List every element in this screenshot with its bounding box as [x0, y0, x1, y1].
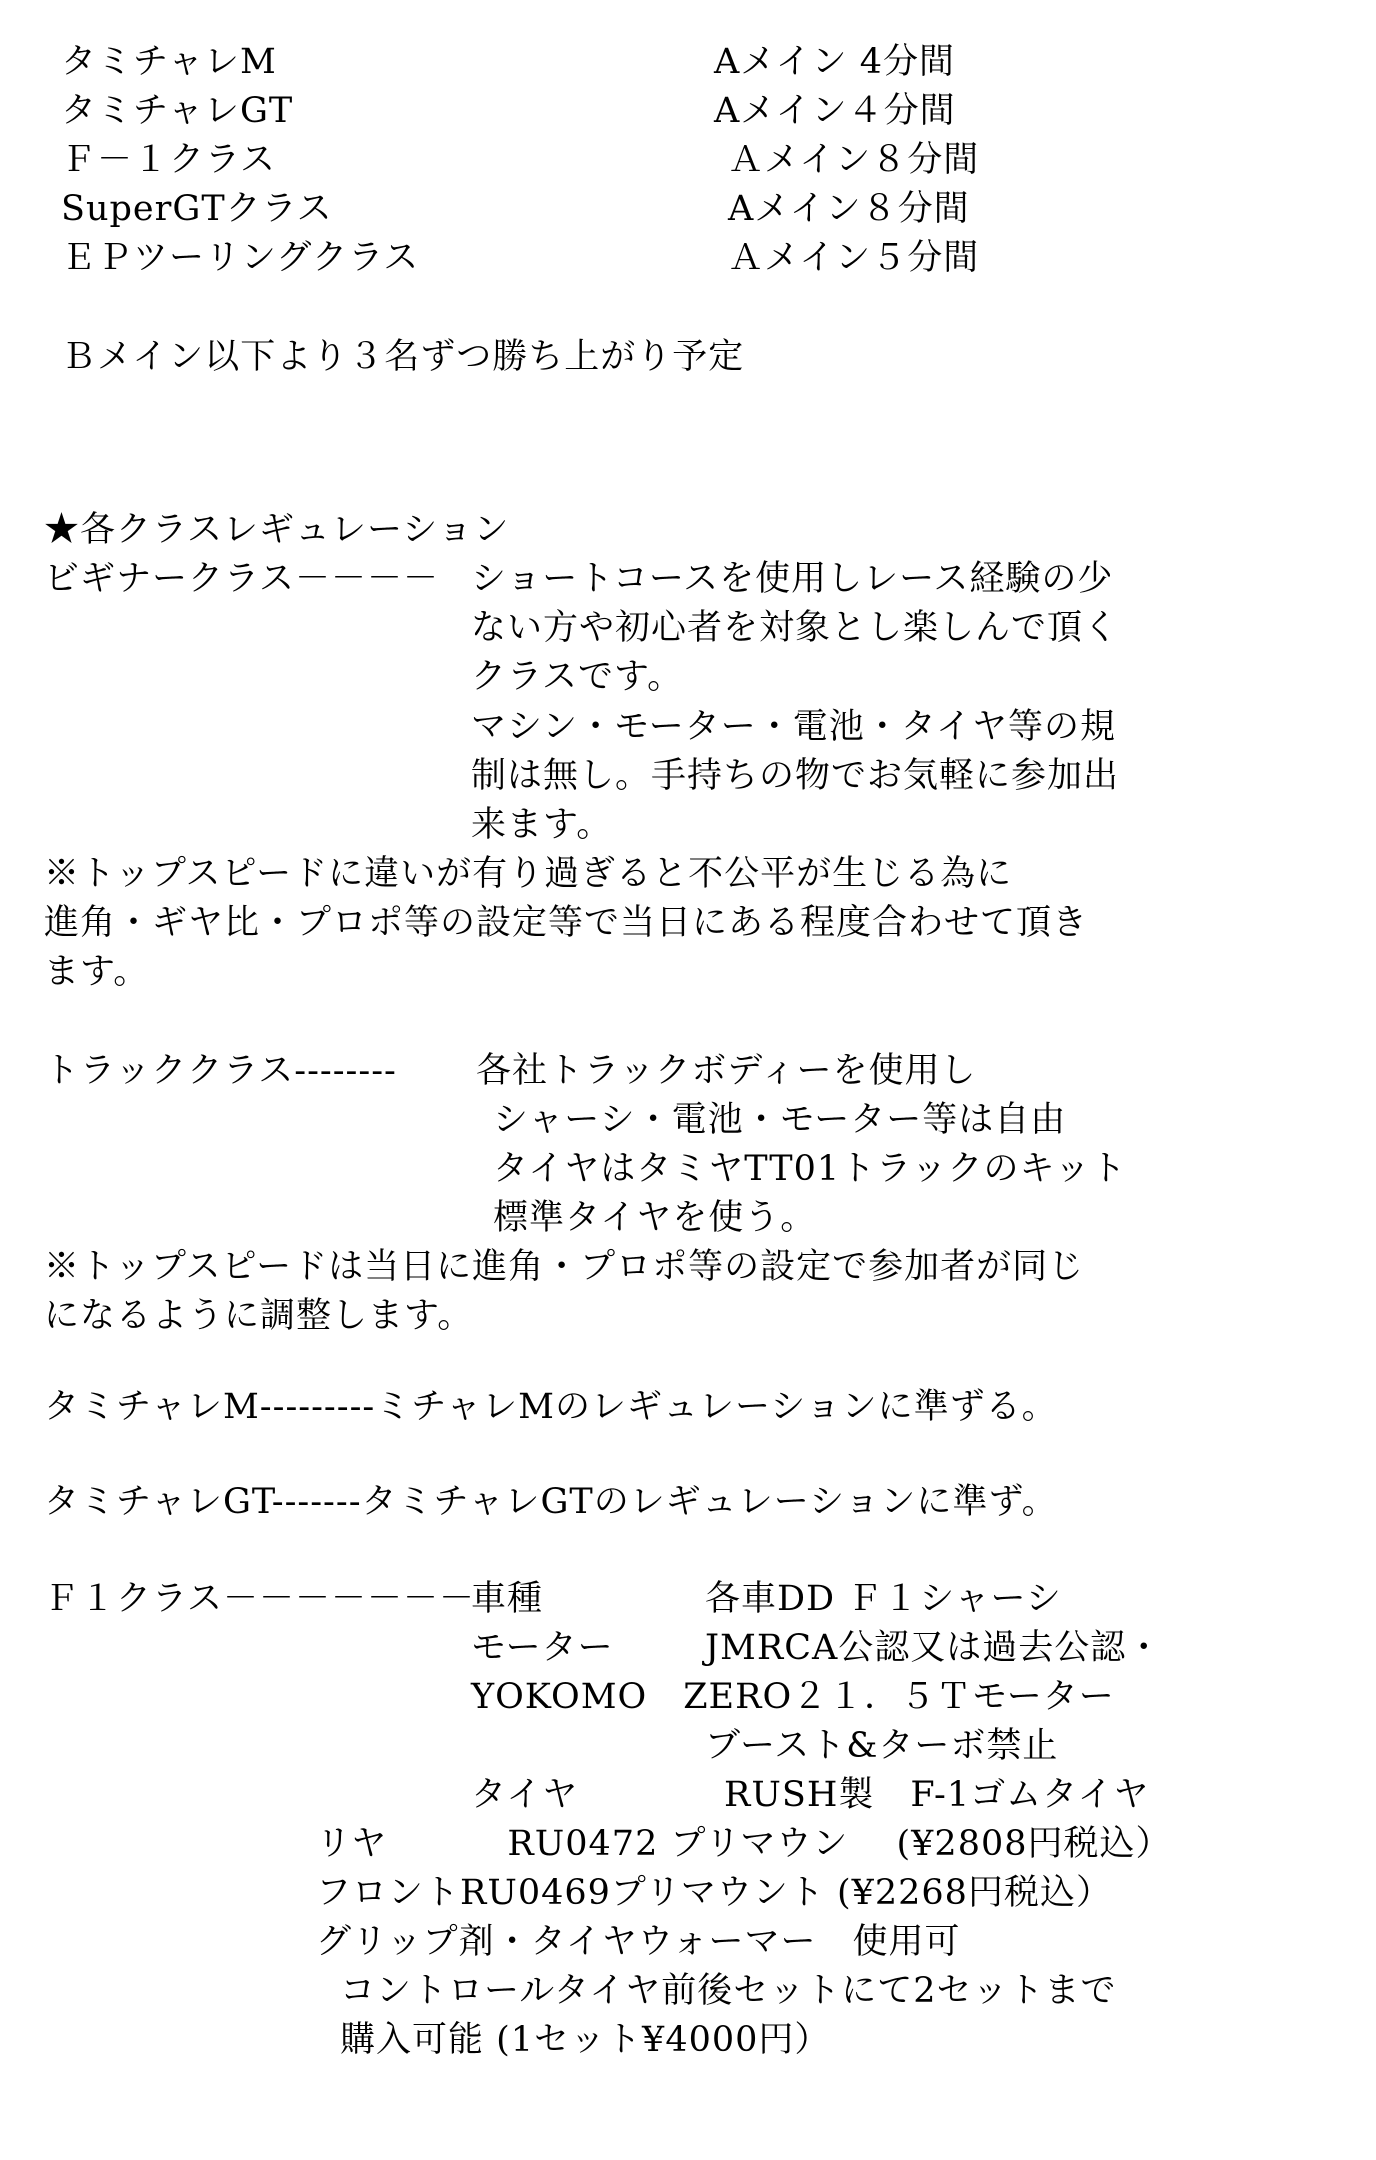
- schedule-class: ＥＰツーリングクラス: [61, 238, 420, 278]
- f1-grip-note: グリップ剤・タイヤウォーマー 使用可: [316, 1922, 961, 1962]
- truck-desc-line: シャーシ・電池・モーター等は自由: [493, 1100, 1067, 1140]
- f1-motor-key: モーター: [471, 1628, 614, 1668]
- beginner-desc-line: クラスです。: [471, 657, 684, 697]
- schedule-class: タミチャレGT: [61, 91, 294, 131]
- f1-control-tire-line: コントロールタイヤ前後セットにて2セットまで: [340, 1971, 1117, 2011]
- f1-chassis-value: 各車DD Ｆ１シャーシ: [705, 1579, 1062, 1619]
- f1-tire-value: RUSH製 F-1ゴムタイヤ: [724, 1775, 1150, 1815]
- f1-rear-tire: リヤ RU0472 プリマウン (¥2808円税込）: [316, 1824, 1172, 1864]
- truck-note-line: になるように調整します。: [44, 1296, 474, 1336]
- beginner-note-line: ※トップスピードに違いが有り過ぎると不公平が生じる為に: [44, 854, 1013, 894]
- f1-control-tire-line: 購入可能 (1セット¥4000円）: [340, 2020, 831, 2060]
- beginner-desc-line: 制は無し。手持ちの物でお気軽に参加出: [471, 756, 1120, 796]
- beginner-desc-line: ショートコースを使用しレース経験の少: [471, 559, 1114, 599]
- schedule-time: Aメイン 4分間: [714, 42, 955, 82]
- beginner-desc-line: マシン・モーター・電池・タイヤ等の規: [471, 707, 1117, 747]
- tamichare-m-regulation: タミチャレM---------ミチャレMのレギュレーションに準ずる。: [44, 1387, 1058, 1427]
- f1-motor-line: YOKOMO ZERO２１．５Ｔモーター: [471, 1677, 1115, 1717]
- schedule-time: Ａメイン５分間: [728, 238, 980, 278]
- truck-note-line: ※トップスピードは当日に進角・プロポ等の設定で参加者が同じ: [44, 1247, 1085, 1287]
- f1-tire-key: タイヤ: [471, 1775, 579, 1815]
- schedule-class: SuperGTクラス: [61, 189, 333, 229]
- schedule-time: Aメイン８分間: [728, 189, 970, 229]
- schedule-class: タミチャレM: [61, 42, 277, 82]
- truck-desc-line: 各社トラックボディーを使用し: [476, 1051, 977, 1091]
- beginner-desc-line: ない方や初心者を対象とし楽しんで頂く: [471, 608, 1120, 648]
- f1-class-label: Ｆ１クラス－－－－－－－: [44, 1579, 475, 1619]
- schedule-time: Ａメイン８分間: [728, 140, 980, 180]
- f1-front-tire: フロントRU0469プリマウント (¥2268円税込）: [316, 1873, 1112, 1913]
- f1-motor-value: JMRCA公認又は過去公認・: [705, 1628, 1163, 1668]
- regulations-heading: ★各クラスレギュレーション: [44, 510, 510, 550]
- beginner-note-line: ます。: [44, 952, 150, 992]
- truck-desc-line: タイヤはタミヤTT01トラックのキット: [493, 1149, 1127, 1189]
- f1-motor-line: ブースト&ターボ禁止: [705, 1726, 1059, 1766]
- beginner-desc-line: 来ます。: [471, 805, 613, 845]
- tamichare-gt-regulation: タミチャレGT-------タミチャレGTのレギュレーションに準ず。: [44, 1482, 1058, 1522]
- truck-class-label: トラッククラス--------: [44, 1051, 397, 1091]
- schedule-class: Ｆ－１クラス: [61, 140, 276, 180]
- beginner-class-label: ビギナークラス－－－－: [44, 559, 439, 599]
- f1-chassis-key: 車種: [471, 1579, 544, 1619]
- schedule-time: Aメイン４分間: [714, 91, 956, 131]
- truck-desc-line: 標準タイヤを使う。: [493, 1198, 817, 1238]
- beginner-note-line: 進角・ギヤ比・プロポ等の設定等で当日にある程度合わせて頂き: [44, 903, 1089, 943]
- advance-note: Ｂメイン以下より３名ずつ勝ち上がり予定: [61, 337, 745, 377]
